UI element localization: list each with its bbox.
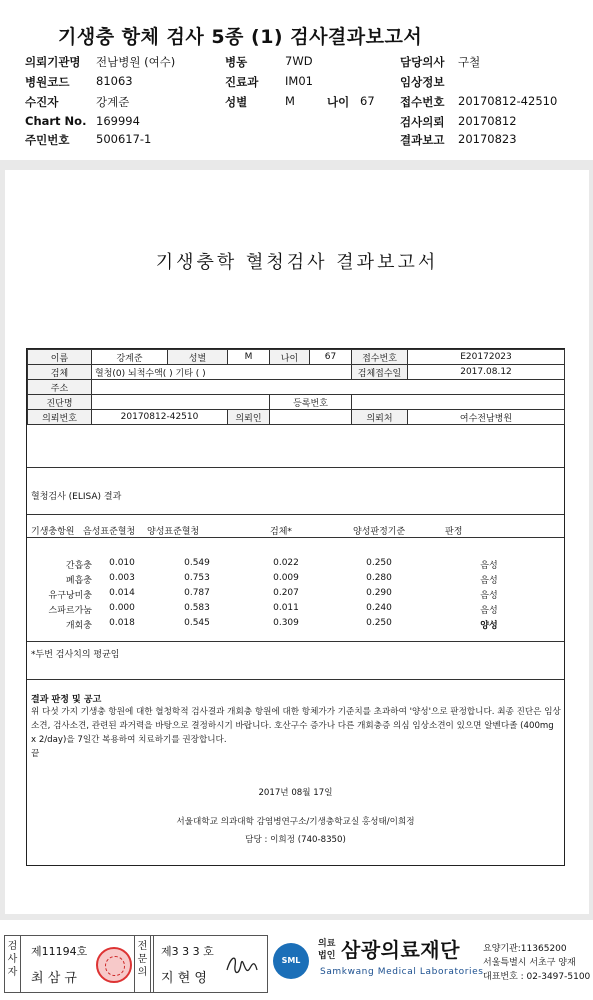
neg-control: 0.018 [109, 618, 135, 628]
field-value: 67 [360, 94, 375, 108]
pos-control: 0.753 [184, 573, 210, 583]
pos-control: 0.583 [184, 603, 210, 613]
info-row [28, 380, 565, 395]
inspector-license: 제11194호 [31, 945, 88, 958]
info-label: 등록번호 [270, 395, 352, 410]
info-value [270, 410, 352, 425]
info-label: 접수번호 [352, 350, 408, 365]
field-value: 169994 [96, 114, 140, 128]
cutoff-value: 0.250 [366, 558, 392, 568]
table-row [27, 618, 564, 633]
header-row [0, 132, 593, 152]
sample-value: 0.309 [273, 618, 299, 628]
info-label: 성별 [168, 350, 228, 365]
specialist-license: 제3 3 3 호 [161, 945, 214, 958]
signature-icon [223, 948, 259, 982]
inspector-name: 최 삼 규 [31, 971, 77, 986]
info-row [28, 410, 565, 425]
report-contact: 담당 : 이희정 (740-8350) [245, 835, 346, 845]
info-value [92, 380, 565, 395]
info-label: 의뢰처 [352, 410, 408, 425]
page-title: 기생충 항체 검사 5종 (1) 검사결과보고서 [58, 26, 423, 48]
field-label: 접수번호 [400, 95, 445, 109]
field-value: 81063 [96, 74, 133, 88]
info-value: 여수전남병원 [408, 410, 565, 425]
info-row [28, 350, 565, 365]
table-row [27, 603, 564, 618]
field-label: 담당의사 [400, 55, 445, 69]
result-value: 음성 [480, 561, 498, 571]
sample-value: 0.207 [273, 588, 299, 598]
report-title: 기생충학 혈청검사 결과보고서 [155, 252, 439, 273]
info-row [28, 395, 565, 410]
field-value: 20170812 [458, 114, 517, 128]
report-org: 서울대학교 의과대학 감염병연구소/기생충학교실 홍성태/이희정 [176, 817, 415, 827]
divider [27, 641, 564, 642]
divider [27, 537, 564, 538]
field-label: 검사의뢰 [400, 115, 445, 129]
column-header: 검체* [270, 527, 292, 537]
info-value: 67 [310, 350, 352, 365]
column-header: 판정 [445, 527, 463, 537]
cutoff-value: 0.250 [366, 618, 392, 628]
seal-stamp-icon [96, 947, 132, 983]
field-value: 강계준 [96, 95, 130, 109]
specialist-name: 지 현 영 [161, 971, 207, 986]
column-header: 양성판정기준 [353, 527, 406, 537]
org-name: 삼광의료재단 [341, 938, 460, 962]
footnote: *두번 검사치의 평균임 [31, 650, 120, 660]
signature-footer [0, 920, 593, 1000]
table-row [27, 558, 564, 573]
antigen-name: 간흡충 [65, 561, 92, 571]
info-value [352, 395, 565, 410]
specialist-box [134, 935, 268, 993]
info-row [28, 365, 565, 380]
divider [27, 514, 564, 515]
cutoff-value: 0.280 [366, 573, 392, 583]
cutoff-value: 0.290 [366, 588, 392, 598]
table-row [27, 588, 564, 603]
cutoff-value: 0.240 [366, 603, 392, 613]
sample-value: 0.011 [273, 603, 299, 613]
antigen-name: 유구낭미충 [48, 591, 92, 601]
end-mark: 끝 [31, 749, 40, 759]
field-value: 500617-1 [96, 132, 152, 146]
field-label: 임상정보 [400, 75, 445, 89]
info-label: 주소 [28, 380, 92, 395]
field-label: 의뢰기관명 [25, 55, 81, 69]
field-label: 주민번호 [25, 133, 70, 147]
column-header: 기생충항원 [31, 527, 75, 537]
info-label: 의뢰번호 [28, 410, 92, 425]
header-row [0, 74, 593, 94]
field-label: Chart No. [25, 114, 87, 128]
sample-value: 0.009 [273, 573, 299, 583]
table-row [27, 573, 564, 588]
pos-control: 0.787 [184, 588, 210, 598]
field-value: 전남병원 (여수) [96, 55, 176, 69]
antigen-name: 개회충 [65, 621, 92, 631]
conclusion-body: 위 다섯 가지 기생충 항원에 대한 혈청학적 검사결과 개회충 항원에 대한 항체가가 기준치를 초과하여 '양성'으로 판정합니다. 최종 진단은 임상소견, 검사소견, 관련된 과거력을 바탕으로 결정하시기 바랍니다. 호산구수 증가나 다른 개회충증 의심 임상소견이 있으면 알벤다졸 (400mg x 2/day)을 7일간 복용하여 치료하기를 권장합니다. [31, 707, 561, 745]
sml-logo-icon: SML [273, 943, 309, 979]
conclusion-text [31, 705, 561, 761]
field-value: 구철 [458, 55, 481, 69]
field-label: 나이 [327, 95, 350, 109]
report-header [0, 0, 593, 160]
report-frame [26, 348, 565, 866]
field-value: 7WD [285, 54, 313, 68]
specialist-label: 전 문 의 [135, 936, 151, 992]
result-value-positive: 양성 [480, 621, 498, 631]
column-header: 음성표준혈청 [83, 527, 136, 537]
institution-code: 요양기관:11365200 [483, 944, 567, 954]
divider [27, 679, 564, 680]
header-row [0, 94, 593, 114]
patient-info-table [27, 349, 565, 425]
org-phone: 대표번호 : 02-3497-5100 [483, 972, 591, 982]
info-value: 20170812-42510 [92, 410, 228, 425]
info-value: M [228, 350, 270, 365]
antigen-name: 폐흡충 [65, 576, 92, 586]
org-address: 서울특별시 서초구 양재 [483, 958, 576, 968]
info-label: 검체 [28, 365, 92, 380]
conclusion-title: 결과 판정 및 공고 [31, 695, 102, 705]
field-value: M [285, 94, 295, 108]
field-label: 결과보고 [400, 133, 445, 147]
info-value: E20172023 [408, 350, 565, 365]
field-value: 20170823 [458, 132, 517, 146]
org-english-name: Samkwang Medical Laboratories [320, 967, 484, 977]
info-value: 혈청(0) 뇌척수액( ) 기타 ( ) [92, 365, 352, 380]
field-label: 성별 [225, 95, 248, 109]
org-kind: 의료 법인 [318, 939, 336, 961]
field-value: 20170812-42510 [458, 94, 558, 108]
info-value: 강계준 [92, 350, 168, 365]
header-row [0, 54, 593, 74]
result-value: 음성 [480, 576, 498, 586]
pos-control: 0.549 [184, 558, 210, 568]
info-label: 의뢰인 [228, 410, 270, 425]
divider [27, 467, 564, 468]
antigen-name: 스파르가눔 [48, 606, 92, 616]
header-row [0, 114, 593, 134]
neg-control: 0.014 [109, 588, 135, 598]
info-value: 2017.08.12 [408, 365, 565, 380]
report-date: 2017년 08월 17일 [258, 788, 333, 798]
neg-control: 0.003 [109, 573, 135, 583]
info-label: 진단명 [28, 395, 92, 410]
result-value: 음성 [480, 591, 498, 601]
field-label: 수진자 [25, 95, 59, 109]
field-label: 병원코드 [25, 75, 70, 89]
section-title: 혈청검사 (ELISA) 결과 [31, 492, 122, 502]
info-label: 나이 [270, 350, 310, 365]
pos-control: 0.545 [184, 618, 210, 628]
sample-value: 0.022 [273, 558, 299, 568]
info-label: 이름 [28, 350, 92, 365]
inspector-box [4, 935, 154, 993]
inspector-label: 검 사 자 [5, 936, 21, 992]
result-value: 음성 [480, 606, 498, 616]
field-label: 진료과 [225, 75, 259, 89]
info-value [92, 395, 270, 410]
scanned-report [5, 170, 589, 914]
info-label: 검체접수일 [352, 365, 408, 380]
field-label: 병동 [225, 55, 248, 69]
neg-control: 0.010 [109, 558, 135, 568]
column-header: 양성표준혈청 [147, 527, 200, 537]
neg-control: 0.000 [109, 603, 135, 613]
field-value: IM01 [285, 74, 313, 88]
